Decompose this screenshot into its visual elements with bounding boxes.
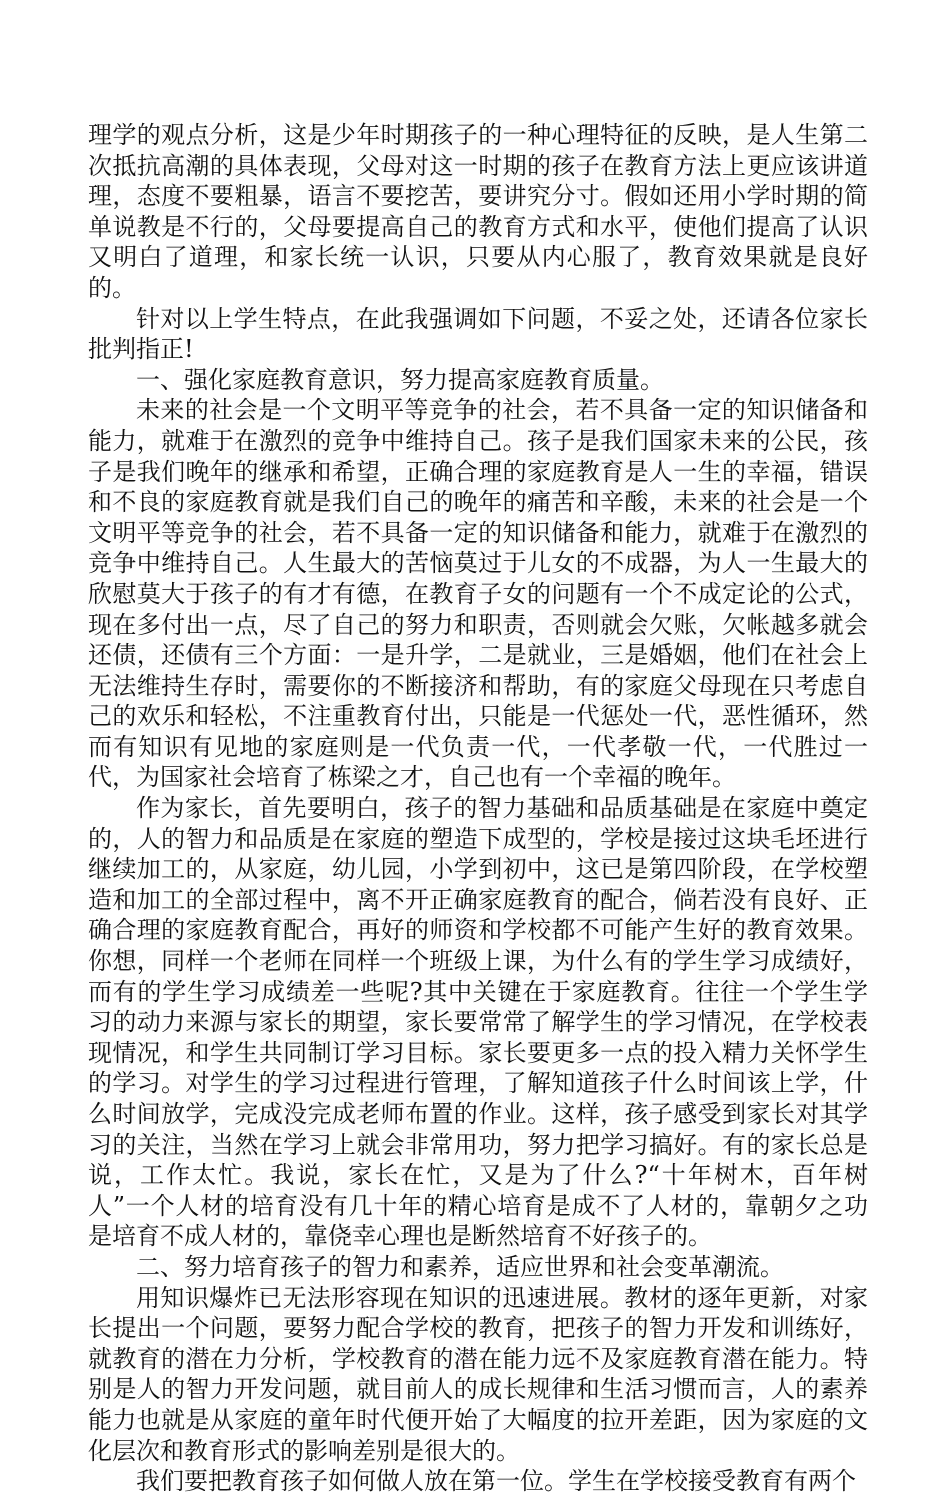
paragraph-teach-character: 我们要把教育孩子如何做人放在第一位。学生在学校接受教育有两个 (136, 1467, 856, 1496)
paragraph-knowledge-explosion: 用知识爆炸已无法形容现在知识的迅速进展。教材的逐年更新，对家长提出一个问题，要努力配合学校的教育，把孩子的智力开发和训练好，就教育的潜在力分析，学校教育的潜在能力远不及家庭教育潜在能力。特别是人的智力开发问题，就目前人的成长规律和生活习惯而言，人的素养能力也就是从家庭的童年时代便开始了大幅度的拉开差距，因为家庭的文化层次和教育形式的影响差别是很大的。 (88, 1283, 868, 1465)
paragraph-as-parents: 作为家长，首先要明白，孩子的智力基础和品质基础是在家庭中奠定的，人的智力和品质是在家庭的塑造下成型的，学校是接过这块毛坯进行继续加工的，从家庭，幼儿园，小学到初中，这已是第四阶段，在学校塑造和加工的全部过程中，离不开正确家庭教育的配合，倘若没有良好、正确合理的家庭教育配合，再好的师资和学校都不可能产生好的教育效果。你想，同样一个老师在同样一个班级上课，为什么有的学生学习成绩好，而有的学生学习成绩差一些呢?其中关键在于家庭教育。往往一个学生学习的动力来源与家长的期望，家长要常常了解学生的学习情况，在学校表现情况，和学生共同制订学习目标。家长要更多一点的投入精力关怀学生的学习。对学生的学习过程进行管理，了解知道孩子什么时间该上学，什么时间放学，完成没完成老师布置的作业。这样，孩子感受到家长对其学习的关注，当然在学习上就会非常用功，努力把学习搞好。有的家长总是说，工作太忙。我说，家长在忙，又是为了什么?“十年树木，百年树人”一个人材的培育没有几十年的精心培育是成不了人材的，靠朝夕之功是培育不成人材的，靠侥幸心理也是断然培育不好孩子的。 (88, 794, 868, 1251)
paragraph-continuation: 理学的观点分析，这是少年时期孩子的一种心理特征的反映，是人生第二次抵抗高潮的具体表现，父母对这一时期的孩子在教育方法上更应该讲道理，态度不要粗暴，语言不要挖苦，要讲究分寸。假如还用小学时期的简单说教是不行的，父母要提高自己的教育方式和水平，使他们提高了认识又明白了道理，和家长统一认识，只要从内心服了，教育效果就是良好的。 (88, 121, 868, 302)
document-body (88, 120, 868, 1497)
paragraph-future-society: 未来的社会是一个文明平等竞争的社会，若不具备一定的知识储备和能力，就难于在激烈的竞争中维持自己。孩子是我们国家未来的公民，孩子是我们晚年的继承和希望，正确合理的家庭教育是人一生的幸福，错误和不良的家庭教育就是我们自己的晚年的痛苦和辛酸，未来的社会是一个文明平等竞争的社会，若不具备一定的知识储备和能力，就难于在激烈的竞争中维持自己。人生最大的苦恼莫过于儿女的不成器，为人一生最大的欣慰莫大于孩子的有才有德，在教育子女的问题有一个不成定论的公式，现在多付出一点，尽了自己的努力和职责，否则就会欠账，欠帐越多就会还债，还债有三个方面：一是升学，二是就业，三是婚姻，他们在社会上无法维持生存时，需要你的不断接济和帮助，有的家庭父母现在只考虑自己的欢乐和轻松，不注重教育付出，只能是一代惩处一代，恶性循环，然而有知识有见地的家庭则是一代负责一代，一代孝敬一代，一代胜过一代，为国家社会培育了栋梁之才，自己也有一个幸福的晚年。 (88, 396, 868, 792)
section-heading-1: 一、强化家庭教育意识，努力提高家庭教育质量。 (136, 365, 664, 394)
paragraph-intro: 针对以上学生特点，在此我强调如下问题，不妥之处，还请各位家长批判指正! (88, 304, 868, 364)
section-heading-2: 二、努力培育孩子的智力和素养，适应世界和社会变革潮流。 (136, 1252, 784, 1281)
